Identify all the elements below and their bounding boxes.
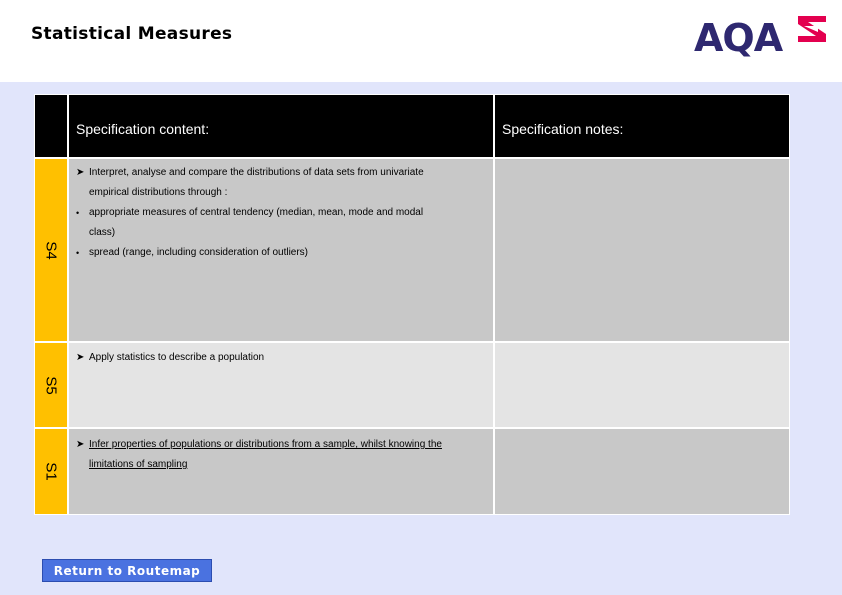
content-cell-s1	[69, 429, 493, 514]
spec-line: spread (range, including consideration of outliers)	[89, 247, 309, 258]
row-tag-s5	[35, 343, 67, 427]
return-to-routemap-button[interactable]: Return to Routemap	[42, 559, 212, 582]
notes-cell-s4[interactable]	[495, 159, 789, 341]
row-tag-label: S5	[42, 375, 60, 395]
content-header-cell	[69, 95, 493, 157]
spec-line: empirical distributions through :	[89, 187, 228, 198]
logo-text: AQA	[694, 16, 783, 60]
content-cell-s4	[69, 159, 493, 341]
content-header-label: Specification content:	[76, 121, 210, 137]
row-tag-s1	[35, 429, 67, 514]
header-bar	[0, 0, 842, 82]
arrow-bullet-icon: ➤	[76, 439, 85, 450]
spec-link-line[interactable]: limitations of sampling	[89, 459, 188, 470]
row-tag-s4	[35, 159, 67, 341]
arrow-bullet-icon: ➤	[76, 352, 85, 363]
notes-header-cell	[495, 95, 789, 157]
notes-cell-s5[interactable]	[495, 343, 789, 427]
spec-line: Interpret, analyse and compare the distributions of data sets from univariate	[89, 167, 424, 178]
dot-bullet-icon: •	[76, 208, 80, 218]
dot-bullet-icon: •	[76, 248, 80, 258]
content-cell-s5	[69, 343, 493, 427]
corner-header-cell	[35, 95, 67, 157]
specification-table	[34, 94, 790, 515]
spec-line: appropriate measures of central tendency (median, mean, mode and modal	[89, 207, 424, 218]
notes-cell-s1[interactable]	[495, 429, 789, 514]
spec-link-line[interactable]: Infer properties of populations or distributions from a sample, whilst knowing the	[89, 439, 442, 450]
spec-line: Apply statistics to describe a population	[89, 352, 265, 363]
notes-header-label: Specification notes:	[502, 121, 624, 137]
row-tag-label: S4	[42, 240, 60, 260]
page-title: Statistical Measures	[31, 24, 233, 44]
arrow-bullet-icon: ➤	[76, 167, 85, 178]
spec-line: class)	[89, 227, 116, 238]
aqa-logo	[694, 14, 828, 60]
logo-flag-icon	[794, 14, 828, 44]
row-tag-label: S1	[42, 462, 60, 481]
